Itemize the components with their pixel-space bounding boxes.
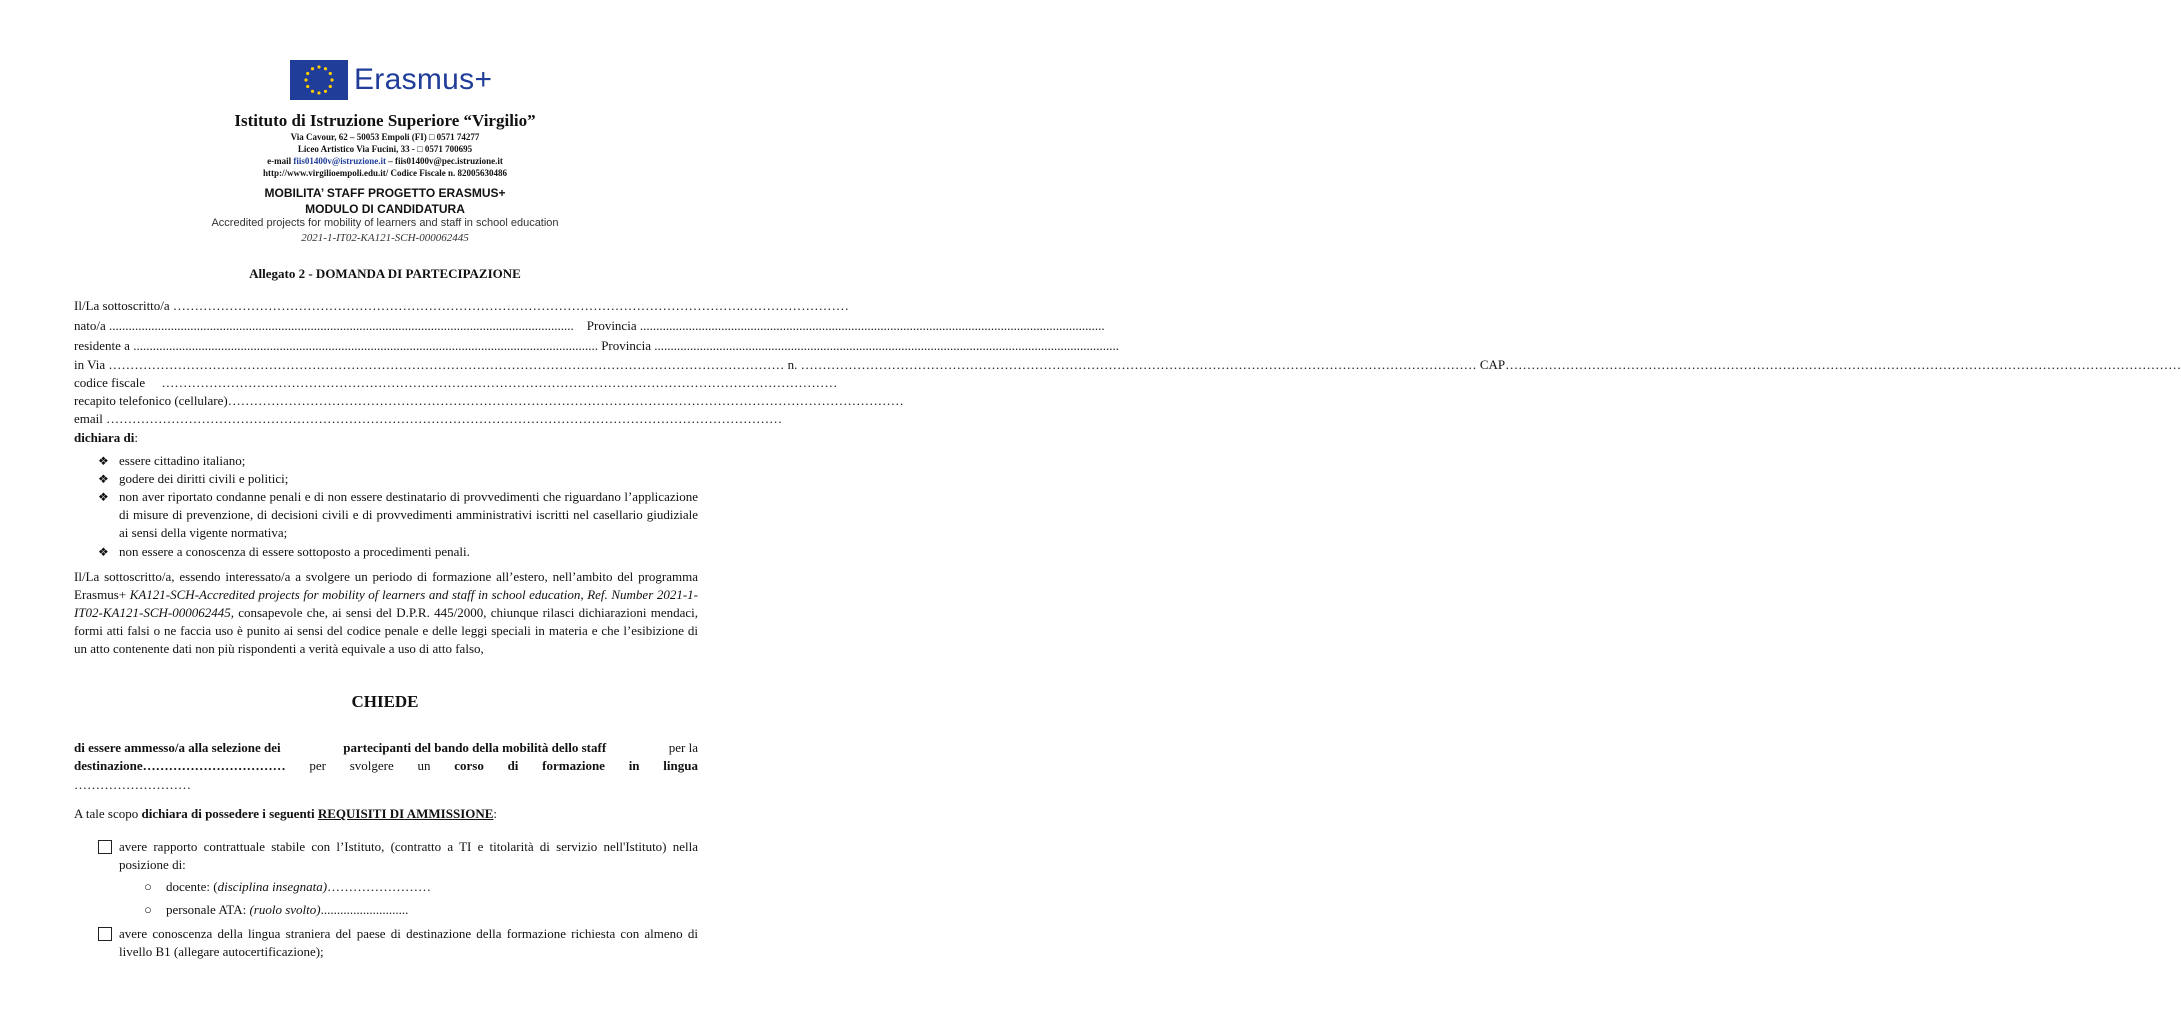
request-text-2: partecipanti del bando della mobilità dello staff <box>343 740 607 755</box>
circle-bullet-icon: ○ <box>144 902 152 917</box>
request-word: per <box>309 758 326 773</box>
requirements-intro-text: A tale scopo <box>74 806 142 821</box>
consent-program-name: KA121-SCH-Accredited projects for mobility of learners and staff in school education, Ref. Number 2021-1-IT02-KA121-SCH-000062445, <box>74 587 698 620</box>
address-line-1: Via Cavour, 62 – 50053 Empoli (FI) □ 0571 74277 <box>290 132 480 142</box>
form-title-2: MODULO DI CANDIDATURA <box>305 202 465 216</box>
field-born[interactable] <box>74 318 1105 334</box>
declaration-heading <box>74 430 138 446</box>
field-email[interactable] <box>74 411 783 427</box>
dots-resident: ............................................................................................................................................... <box>133 338 598 353</box>
dots-signer: ………………………………………………………………………………………………………………………………………… <box>172 298 849 313</box>
label-tax-code: codice fiscale <box>74 375 146 390</box>
request-language-dots: ……………………… <box>74 777 191 792</box>
label-number: n. <box>787 357 798 372</box>
request-word: un <box>417 758 431 773</box>
website-link[interactable]: http://www.virgilioempoli.edu.it/ <box>262 168 389 178</box>
diamond-bullet-icon: ❖ <box>98 545 109 559</box>
email-prefix: e-mail <box>267 156 294 166</box>
request-word: lingua <box>663 758 698 773</box>
declaration-item <box>98 470 698 488</box>
field-tax-code[interactable] <box>74 375 838 391</box>
dots-email: ………………………………………………………………………………………………………………………………………… <box>106 411 783 426</box>
requirement-1 <box>98 838 698 874</box>
institute-name: Istituto di Istruzione Superiore “Virgilio” <box>234 111 536 130</box>
dots-resident-province: ............................................................................................................................................... <box>654 338 1120 353</box>
checkbox-requirement-1[interactable] <box>98 840 112 854</box>
requirement-2-text: avere conoscenza della lingua straniera del paese di destinazione della formazione richiesta con almeno di livello B1 (allegare autocertificazione); <box>119 926 698 959</box>
declaration-text: godere dei diritti civili e politici; <box>119 471 289 486</box>
sub-option-teacher-label: docente: ( <box>166 879 218 894</box>
form-title-1: MOBILITA’ STAFF PROGETTO ERASMUS+ <box>264 186 506 200</box>
project-number: 2021-1-IT02-KA121-SCH-000062445 <box>301 232 469 244</box>
email-link-1[interactable]: fiis01400v@istruzione.it <box>293 156 386 166</box>
erasmus-logo <box>290 58 493 102</box>
dots-cap: ………………………………………………………………………………………………………………………………………… <box>1505 357 2181 372</box>
tax-code: Codice Fiscale n. 82005630486 <box>388 168 507 178</box>
diamond-bullet-icon: ❖ <box>98 490 109 504</box>
web-line <box>0 168 770 179</box>
label-resident-province: Provincia <box>601 338 652 353</box>
consent-text-2: consapevole che, ai sensi del D.P.R. 445/2000, chiunque rilasci dichiarazioni mendaci, formi atti falsi o ne faccia uso è punito ai sensi del codice penale e delle leggi speciali in materia e che l’esibizione di un atto contenente dati non più rispondenti a verità equivale a uso di atto falso, <box>74 605 698 656</box>
dots-phone: ………………………………………………………………………………………………………………………………………… <box>227 393 904 408</box>
request-word: formazione <box>542 758 605 773</box>
request-word: corso <box>454 758 484 773</box>
request-word: di <box>507 758 519 773</box>
checkbox-requirement-2[interactable] <box>98 927 112 941</box>
label-cap: CAP <box>1479 357 1506 372</box>
field-street[interactable] <box>74 357 2181 373</box>
declaration-item <box>98 452 698 470</box>
sub-option-teacher-italic: disciplina insegnata) <box>217 879 328 894</box>
circle-bullet-icon: ○ <box>144 879 152 894</box>
diamond-bullet-icon: ❖ <box>98 454 109 468</box>
dots-born-province: ............................................................................................................................................... <box>639 318 1105 333</box>
dots-street: ………………………………………………………………………………………………………………………………………… <box>108 357 785 372</box>
declaration-heading-text: dichiara di <box>74 430 135 445</box>
declaration-item <box>98 488 698 542</box>
request-destination: destinazione…………………………… <box>74 758 286 773</box>
dots-tax-code: ………………………………………………………………………………………………………………………………………… <box>161 375 838 390</box>
request-word: svolgere <box>349 758 394 773</box>
requirements-intro-bold: dichiara di possedere i seguenti <box>141 806 318 821</box>
label-born-province: Provincia <box>586 318 637 333</box>
request-language-field[interactable] <box>74 776 698 794</box>
dots-number: ………………………………………………………………………………………………………………………………………… <box>800 357 1477 372</box>
requirements-intro <box>74 806 497 822</box>
label-email: email <box>74 411 103 426</box>
label-street: in Via <box>74 357 106 372</box>
diamond-bullet-icon: ❖ <box>98 472 109 486</box>
label-phone: recapito telefonico (cellulare) <box>74 393 228 408</box>
email-link-2[interactable]: fiis01400v@pec.istruzione.it <box>395 156 503 166</box>
sub-option-teacher-dots: …………………… <box>327 879 432 894</box>
dots-born: ............................................................................................................................................... <box>109 318 574 333</box>
email-line <box>0 156 770 167</box>
request-heading: CHIEDE <box>351 692 419 711</box>
declaration-colon: : <box>134 430 138 445</box>
field-signer[interactable] <box>74 298 849 314</box>
consent-paragraph <box>74 568 698 658</box>
consent-text-1: Il/La sottoscritto/a, essendo interessato/a a svolgere un periodo di formazione all’estero, nell’ambito del programma Erasmus+ <box>74 569 698 602</box>
declaration-text: non aver riportato condanne penali e di non essere destinatario di provvedimenti che riguardano l’applicazione di misure di prevenzione, di decisioni civili e di provvedimenti amministrativi iscritti nel casellario giudiziale ai sensi della vigente normativa; <box>119 489 698 540</box>
sub-option-ata-italic: (ruolo svolto) <box>249 902 321 917</box>
address-line-2: Liceo Artistico Via Fucini, 33 - □ 0571 700695 <box>297 144 473 154</box>
request-text-3: per la <box>668 740 698 755</box>
declaration-text: essere cittadino italiano; <box>119 453 246 468</box>
requirement-1-text: avere rapporto contrattuale stabile con l’Istituto, (contratto a TI e titolarità di servizio nell'Istituto) nella posizione di: <box>119 839 698 872</box>
requirements-heading: REQUISITI DI AMMISSIONE <box>317 806 494 821</box>
requirement-2 <box>98 925 698 961</box>
request-line-2[interactable] <box>74 757 698 775</box>
sub-option-ata-label: personale ATA: <box>166 902 250 917</box>
field-phone[interactable] <box>74 393 904 409</box>
requirements-intro-colon: : <box>493 806 498 821</box>
request-text-1: di essere ammesso/a alla selezione dei <box>74 740 281 755</box>
label-resident: residente a <box>74 338 130 353</box>
request-word: in <box>628 758 640 773</box>
request-line-1 <box>74 739 698 757</box>
eu-flag-icon <box>290 60 348 100</box>
annex-title: Allegato 2 - DOMANDA DI PARTECIPAZIONE <box>249 266 521 281</box>
declaration-item <box>98 543 698 561</box>
sub-option-teacher[interactable] <box>144 878 431 896</box>
form-subtitle: Accredited projects for mobility of learners and staff in school education <box>211 217 559 229</box>
declaration-text: non essere a conoscenza di essere sottoposto a procedimenti penali. <box>119 544 470 559</box>
label-born: nato/a <box>74 318 106 333</box>
field-resident[interactable] <box>74 338 1120 354</box>
sub-option-ata-dots: ........................... <box>320 902 409 917</box>
sub-option-ata[interactable] <box>144 901 408 919</box>
email-separator: – <box>386 156 395 166</box>
label-signer: Il/La sottoscritto/a <box>74 298 170 313</box>
logo-wordmark: Erasmus+ <box>354 63 493 96</box>
